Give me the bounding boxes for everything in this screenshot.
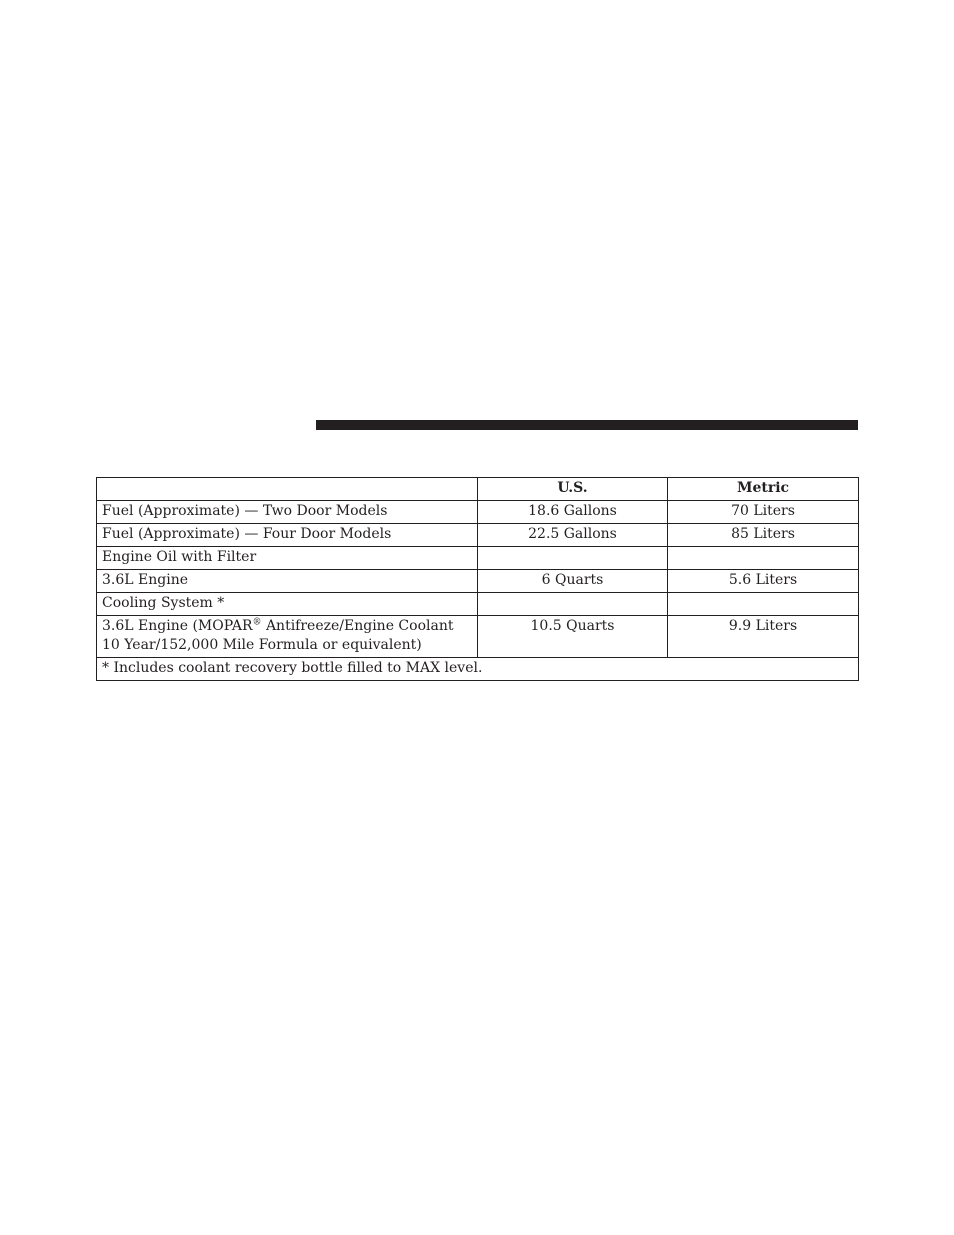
table-row bbox=[97, 593, 859, 616]
row-metric-value: 70 Liters bbox=[668, 501, 859, 524]
row-item bbox=[97, 616, 478, 658]
table-row bbox=[97, 570, 859, 593]
header-metric: Metric bbox=[668, 478, 859, 501]
table-footnote-row bbox=[97, 658, 859, 681]
row-item: Cooling System * bbox=[97, 593, 478, 616]
section-header-bar bbox=[316, 420, 858, 430]
row-us-value bbox=[478, 547, 668, 570]
table-row bbox=[97, 616, 859, 658]
row-us-value bbox=[478, 593, 668, 616]
row-item: Fuel (Approximate) — Two Door Models bbox=[97, 501, 478, 524]
row-metric-value: 85 Liters bbox=[668, 524, 859, 547]
header-us: U.S. bbox=[478, 478, 668, 501]
row-us-value: 22.5 Gallons bbox=[478, 524, 668, 547]
fluid-capacities-table bbox=[96, 477, 859, 681]
table-row bbox=[97, 524, 859, 547]
row-item-line2: 10 Year/152,000 Mile Formula or equivalent) bbox=[102, 637, 422, 653]
row-item: 3.6L Engine bbox=[97, 570, 478, 593]
header-item bbox=[97, 478, 478, 501]
row-us-value: 10.5 Quarts bbox=[478, 616, 668, 658]
row-item: Fuel (Approximate) — Four Door Models bbox=[97, 524, 478, 547]
table-row bbox=[97, 547, 859, 570]
row-item-line1-b: Antifreeze/Engine Coolant bbox=[261, 618, 454, 634]
row-metric-value bbox=[668, 547, 859, 570]
row-metric-value: 9.9 Liters bbox=[668, 616, 859, 658]
table-row bbox=[97, 501, 859, 524]
registered-mark: ® bbox=[252, 617, 262, 628]
row-us-value: 6 Quarts bbox=[478, 570, 668, 593]
row-metric-value bbox=[668, 593, 859, 616]
table-header-row bbox=[97, 478, 859, 501]
table-footnote: * Includes coolant recovery bottle filled to MAX level. bbox=[97, 658, 859, 681]
row-item-line1-a: 3.6L Engine (MOPAR bbox=[102, 618, 253, 634]
row-metric-value: 5.6 Liters bbox=[668, 570, 859, 593]
row-us-value: 18.6 Gallons bbox=[478, 501, 668, 524]
row-item: Engine Oil with Filter bbox=[97, 547, 478, 570]
